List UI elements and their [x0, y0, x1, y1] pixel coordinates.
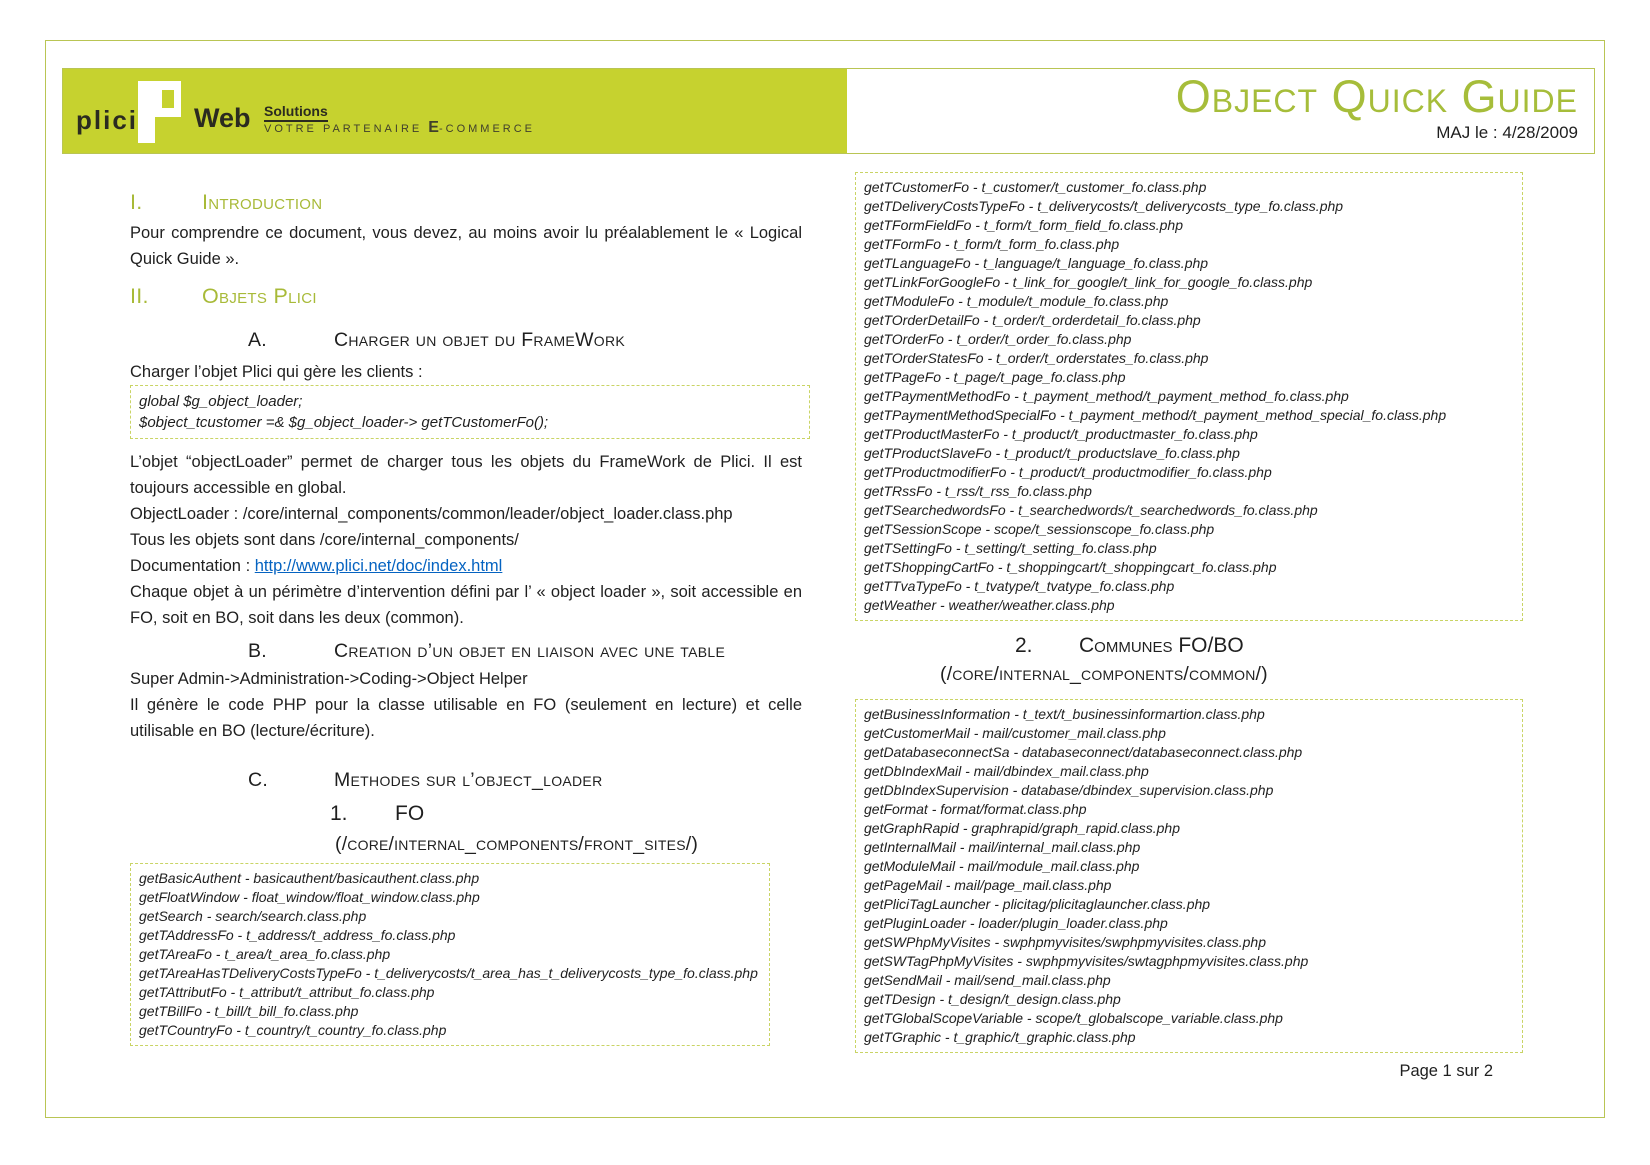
method-line: getTCountryFo - t_country/t_country_fo.class.php [139, 1022, 447, 1038]
method-line: global $g_object_loader; [139, 393, 303, 410]
method-line: getSWTagPhpMyVisites - swphpmyvisites/swtagphpmyvisites.class.php [864, 953, 1309, 969]
method-line: getSendMail - mail/send_mail.class.php [864, 972, 1111, 988]
method-line: getWeather - weather/weather.class.php [864, 597, 1115, 613]
method-line: getPageMail - mail/page_mail.class.php [864, 877, 1112, 893]
section-1-title: Introduction [202, 190, 323, 214]
objectloader-text: L’objet “objectLoader” permet de charger tous les objets du FrameWork de Plici. Il est toujours accessible en global. [130, 453, 802, 497]
code-snippet-box [130, 385, 810, 439]
method-line: getTTvaTypeFo - t_tvatype/t_tvatype_fo.class.php [864, 578, 1175, 594]
object-helper-paragraph [130, 666, 802, 744]
fo-heading-title: FO [395, 802, 425, 825]
method-line: getTAddressFo - t_address/t_address_fo.class.php [139, 927, 456, 943]
method-line: getGraphRapid - graphrapid/graph_rapid.class.php [864, 820, 1180, 836]
method-line: getTBillFo - t_bill/t_bill_fo.class.php [139, 1003, 359, 1019]
method-line: getTAreaHasTDeliveryCostsTypeFo - t_deliverycosts/t_area_has_t_deliverycosts_type_fo.class.php [139, 965, 758, 981]
method-line: getTModuleFo - t_module/t_module_fo.class.php [864, 293, 1169, 309]
object-helper-path: Super Admin->Administration->Coding->Object Helper [130, 670, 528, 688]
fo-heading-number: 1. [330, 802, 348, 825]
method-line: getTAttributFo - t_attribut/t_attribut_fo.class.php [139, 984, 435, 1000]
header-band [62, 68, 1595, 154]
method-line: getTOrderDetailFo - t_order/t_orderdetail_fo.class.php [864, 312, 1201, 328]
common-methods-box [855, 699, 1523, 1053]
method-line: getTOrderStatesFo - t_order/t_orderstates_fo.class.php [864, 350, 1209, 366]
method-line: getTFormFo - t_form/t_form_fo.class.php [864, 236, 1120, 252]
method-line: getTProductMasterFo - t_product/t_productmaster_fo.class.php [864, 426, 1258, 442]
page-number: Page 1 sur 2 [1399, 1062, 1493, 1080]
method-line: getTDeliveryCostsTypeFo - t_deliverycosts/t_deliverycosts_type_fo.class.php [864, 198, 1344, 214]
fo-heading [130, 799, 802, 829]
updated-date: MAJ le : 4/28/2009 [1436, 123, 1578, 142]
charger-intro-line: Charger l’objet Plici qui gère les clients : [130, 363, 423, 381]
subsection-c-title: Methodes sur l’object_loader [334, 769, 603, 791]
object-helper-text: Il génère le code PHP pour la classe utilisable en FO (seulement en lecture) et celle utilisable en BO (lecture/écriture). [130, 696, 802, 740]
method-line: getTPageFo - t_page/t_page_fo.class.php [864, 369, 1126, 385]
method-line: getTPaymentMethodSpecialFo - t_payment_method/t_payment_method_special_fo.class.php [864, 407, 1447, 423]
cart-icon: E [428, 119, 439, 136]
intro-paragraph: Pour comprendre ce document, vous devez, au moins avoir lu préalablement le « Logical Quick Guide ». [130, 224, 802, 268]
method-line: getTGraphic - t_graphic/t_graphic.class.php [864, 1029, 1136, 1045]
documentation-line [130, 553, 802, 579]
method-line: getTAreaFo - t_area/t_area_fo.class.php [139, 946, 391, 962]
subsection-a-title: Charger un objet du FrameWork [334, 329, 626, 351]
method-line: getTProductSlaveFo - t_product/t_productslave_fo.class.php [864, 445, 1240, 461]
subsection-b-title: Creation d’un objet en liaison avec une table [334, 640, 726, 662]
common-path: (/core/internal_components/common/) [940, 663, 1268, 685]
left-column [130, 188, 802, 1046]
subsection-b-number: B. [248, 640, 268, 662]
method-line: getTFormFieldFo - t_form/t_form_field_fo.class.php [864, 217, 1184, 233]
section-1-heading [130, 188, 802, 216]
section-2-title: Objets Plici [202, 284, 317, 308]
method-line: getTCustomerFo - t_customer/t_customer_fo.class.php [864, 179, 1207, 195]
method-line: getTPaymentMethodFo - t_payment_method/t_payment_method_fo.class.php [864, 388, 1349, 404]
communes-heading-number: 2. [1015, 634, 1033, 657]
method-line: getFloatWindow - float_window/float_window.class.php [139, 889, 480, 905]
front-sites-methods-box [130, 863, 770, 1046]
method-line: getTLanguageFo - t_language/t_language_fo.class.php [864, 255, 1209, 271]
method-line: getTProductmodifierFo - t_product/t_productmodifier_fo.class.php [864, 464, 1272, 480]
method-line: getTSettingFo - t_setting/t_setting_fo.class.php [864, 540, 1157, 556]
method-line: getDatabaseconnectSa - databaseconnect/databaseconnect.class.php [864, 744, 1303, 760]
method-line: getSearch - search/search.class.php [139, 908, 367, 924]
method-line: getPluginLoader - loader/plugin_loader.class.php [864, 915, 1168, 931]
logo-area [63, 69, 847, 153]
logo-solutions-text: Solutions [264, 103, 328, 122]
perimetre-text: Chaque objet à un périmètre d’intervention défini par l’ « object loader », soit accessible en FO, soit en BO, soit dans les deux (common). [130, 583, 802, 627]
method-line: getTDesign - t_design/t_design.class.php [864, 991, 1121, 1007]
method-line: getDbIndexSupervision - database/dbindex_supervision.class.php [864, 782, 1274, 798]
section-1-number: I. [130, 190, 143, 214]
fo-methods-box [855, 172, 1523, 621]
logo-web-text: Web [194, 103, 251, 133]
subsection-c-number: C. [248, 769, 269, 791]
method-line: getTRssFo - t_rss/t_rss_fo.class.php [864, 483, 1092, 499]
subsection-c-heading [130, 768, 802, 793]
communes-heading-title: Communes FO/BO [1079, 634, 1244, 657]
documentation-link[interactable]: http://www.plici.net/doc/index.html [254, 557, 503, 575]
subsection-a-heading [130, 328, 802, 353]
method-line: getTOrderFo - t_order/t_order_fo.class.php [864, 331, 1132, 347]
method-line: getTShoppingCartFo - t_shoppingcart/t_shoppingcart_fo.class.php [864, 559, 1277, 575]
communes-heading [855, 631, 1523, 661]
subsection-a-number: A. [248, 329, 268, 351]
logo-p-icon [138, 81, 186, 143]
front-sites-path: (/core/internal_components/front_sites/) [335, 833, 699, 855]
method-line: getTGlobalScopeVariable - scope/t_globalscope_variable.class.php [864, 1010, 1283, 1026]
method-line: getInternalMail - mail/internal_mail.class.php [864, 839, 1141, 855]
objects-path-line: Tous les objets sont dans /core/internal_components/ [130, 531, 519, 549]
method-line: getModuleMail - mail/module_mail.class.php [864, 858, 1140, 874]
right-column [855, 172, 1523, 1053]
documentation-label: Documentation : [130, 557, 255, 575]
section-2-heading [130, 282, 802, 310]
section-2-number: II. [130, 284, 149, 308]
title-block [1176, 73, 1578, 143]
logo-tagline [264, 119, 535, 137]
method-line: getBusinessInformation - t_text/t_businessinformartion.class.php [864, 706, 1265, 722]
method-line: getBasicAuthent - basicauthent/basicauthent.class.php [139, 870, 480, 886]
method-line: getDbIndexMail - mail/dbindex_mail.class.php [864, 763, 1149, 779]
method-line: getFormat - format/format.class.php [864, 801, 1087, 817]
document-title: Object Quick Guide [1175, 71, 1578, 122]
objectloader-paragraph [130, 449, 802, 631]
method-line: getTLinkForGoogleFo - t_link_for_google/t_link_for_google_fo.class.php [864, 274, 1313, 290]
logo-plici-text: plici [76, 105, 139, 135]
tagline-left-text: VOTRE PARTENAIRE [264, 123, 429, 135]
method-line: getCustomerMail - mail/customer_mail.class.php [864, 725, 1166, 741]
tagline-right-text: -COMMERCE [438, 123, 536, 135]
method-line: $object_tcustomer =& $g_object_loader-> getTCustomerFo(); [139, 414, 549, 431]
objectloader-path-line: ObjectLoader : /core/internal_components/common/leader/object_loader.class.php [130, 505, 733, 523]
method-line: getSWPhpMyVisites - swphpmyvisites/swphpmyvisites.class.php [864, 934, 1266, 950]
method-line: getTSearchedwordsFo - t_searchedwords/t_searchedwords_fo.class.php [864, 502, 1318, 518]
method-line: getPliciTagLauncher - plicitag/plicitaglauncher.class.php [864, 896, 1211, 912]
method-line: getTSessionScope - scope/t_sessionscope_fo.class.php [864, 521, 1215, 537]
subsection-b-heading [130, 639, 802, 664]
